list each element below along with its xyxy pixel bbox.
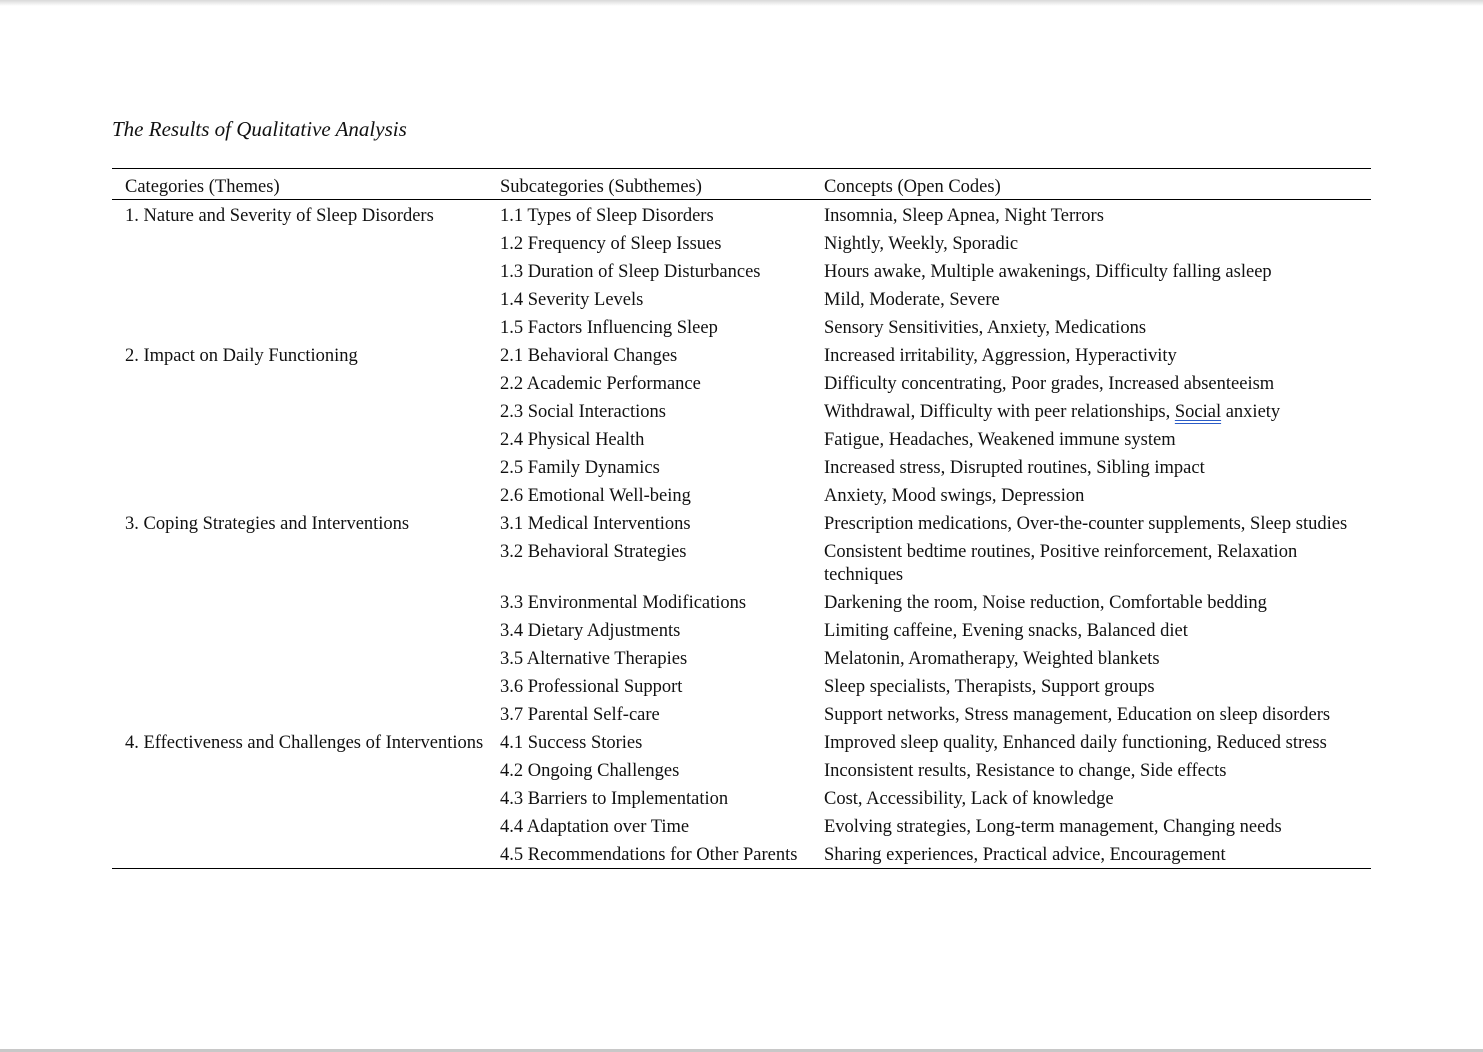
table-row [112, 396, 1371, 424]
concepts-cell: Mild, Moderate, Severe [824, 290, 1000, 310]
concepts-cell: Consistent bedtime routines, Positive reinforcement, Relaxation techniques [824, 542, 1298, 585]
concepts-cell: Evolving strategies, Long-term management, Changing needs [824, 817, 1282, 837]
concepts-cell: Difficulty concentrating, Poor grades, Increased absenteeism [824, 374, 1275, 394]
concepts-cell: Increased stress, Disrupted routines, Sibling impact [824, 458, 1205, 478]
concepts-cell: Sleep specialists, Therapists, Support groups [824, 677, 1155, 697]
table-row [112, 783, 1371, 811]
concepts-cell: Melatonin, Aromatherapy, Weighted blankets [824, 649, 1160, 669]
subcategory-cell: 2.2 Academic Performance [500, 374, 701, 394]
subcategory-cell: 3.6 Professional Support [500, 677, 683, 697]
category-cell [112, 671, 500, 699]
table-row [112, 256, 1371, 284]
concepts-cell: Prescription medications, Over-the-counter supplements, Sleep studies [824, 514, 1348, 534]
concepts-cell: Support networks, Stress management, Education on sleep disorders [824, 705, 1331, 725]
grammar-flagged-word[interactable]: Social [1174, 402, 1222, 422]
table-row [112, 368, 1371, 396]
category-cell: 3. Coping Strategies and Interventions [125, 514, 410, 534]
subcategory-cell: 3.3 Environmental Modifications [500, 593, 747, 613]
concepts-cell: Sensory Sensitivities, Anxiety, Medications [824, 318, 1147, 338]
concepts-cell: Cost, Accessibility, Lack of knowledge [824, 789, 1114, 809]
concepts-cell: Fatigue, Headaches, Weakened immune system [824, 430, 1176, 450]
category-cell [112, 452, 500, 480]
page-top-edge [0, 0, 1483, 6]
subcategory-cell: 1.3 Duration of Sleep Disturbances [500, 262, 761, 282]
qualitative-results-table [112, 168, 1371, 869]
subcategory-cell: 3.7 Parental Self-care [500, 705, 660, 725]
table-row [112, 811, 1371, 839]
table-caption: The Results of Qualitative Analysis [112, 117, 407, 141]
table-row [112, 699, 1371, 727]
concepts-text: anxiety [1221, 402, 1281, 422]
concepts-cell: Hours awake, Multiple awakenings, Difficulty falling asleep [824, 262, 1272, 282]
category-cell [112, 368, 500, 396]
subcategory-cell: 1.1 Types of Sleep Disorders [500, 206, 714, 226]
concepts-cell: Anxiety, Mood swings, Depression [824, 486, 1085, 506]
category-cell [112, 396, 500, 424]
category-cell [112, 615, 500, 643]
category-cell: 2. Impact on Daily Functioning [125, 346, 358, 366]
subcategory-cell: 4.5 Recommendations for Other Parents [500, 845, 798, 865]
table-row [112, 839, 1371, 869]
subcategory-cell: 1.4 Severity Levels [500, 290, 644, 310]
table-row [112, 228, 1371, 256]
category-cell: 1. Nature and Severity of Sleep Disorders [125, 206, 434, 226]
table-row [112, 671, 1371, 699]
subcategory-cell: 4.1 Success Stories [500, 733, 643, 753]
category-cell [112, 480, 500, 508]
header-concepts: Concepts (Open Codes) [824, 169, 1371, 200]
category-cell [112, 839, 500, 869]
table-row [112, 284, 1371, 312]
concepts-cell: Sharing experiences, Practical advice, Encouragement [824, 845, 1226, 865]
subcategory-cell: 3.4 Dietary Adjustments [500, 621, 681, 641]
table-row [112, 452, 1371, 480]
table-row [112, 340, 1371, 368]
category-cell [112, 312, 500, 340]
table-row [112, 755, 1371, 783]
concepts-cell: Insomnia, Sleep Apnea, Night Terrors [824, 206, 1104, 226]
table-row [112, 312, 1371, 340]
category-cell [112, 228, 500, 256]
table-row [112, 424, 1371, 452]
category-cell [112, 783, 500, 811]
concepts-cell: Inconsistent results, Resistance to change, Side effects [824, 761, 1227, 781]
category-cell [112, 811, 500, 839]
subcategory-cell: 2.3 Social Interactions [500, 402, 666, 422]
subcategory-cell: 2.1 Behavioral Changes [500, 346, 678, 366]
category-cell: 4. Effectiveness and Challenges of Interventions [125, 733, 484, 753]
subcategory-cell: 4.3 Barriers to Implementation [500, 789, 729, 809]
subcategory-cell: 2.4 Physical Health [500, 430, 645, 450]
subcategory-cell: 2.6 Emotional Well-being [500, 486, 691, 506]
header-categories: Categories (Themes) [112, 169, 500, 200]
category-cell [112, 643, 500, 671]
header-subcategories: Subcategories (Subthemes) [500, 169, 824, 200]
subcategory-cell: 3.5 Alternative Therapies [500, 649, 688, 669]
table-row [112, 508, 1371, 536]
subcategory-cell: 1.2 Frequency of Sleep Issues [500, 234, 722, 254]
subcategory-cell: 1.5 Factors Influencing Sleep [500, 318, 718, 338]
category-cell [112, 536, 500, 587]
category-cell [112, 587, 500, 615]
concepts-cell: Darkening the room, Noise reduction, Comfortable bedding [824, 593, 1267, 613]
category-cell [112, 424, 500, 452]
table-header-row [112, 169, 1371, 200]
concepts-text: Withdrawal, Difficulty with peer relationships, [824, 402, 1175, 422]
concepts-cell: Increased irritability, Aggression, Hyperactivity [824, 346, 1177, 366]
subcategory-cell: 3.1 Medical Interventions [500, 514, 691, 534]
subcategory-cell: 4.4 Adaptation over Time [500, 817, 690, 837]
category-cell [112, 699, 500, 727]
concepts-cell: Improved sleep quality, Enhanced daily functioning, Reduced stress [824, 733, 1327, 753]
table-row [112, 587, 1371, 615]
category-cell [112, 256, 500, 284]
subcategory-cell: 4.2 Ongoing Challenges [500, 761, 680, 781]
concepts-cell: Nightly, Weekly, Sporadic [824, 234, 1019, 254]
category-cell [112, 755, 500, 783]
table-row [112, 200, 1371, 229]
subcategory-cell: 2.5 Family Dynamics [500, 458, 660, 478]
table-row [112, 615, 1371, 643]
category-cell [112, 284, 500, 312]
table-row [112, 643, 1371, 671]
table-row [112, 727, 1371, 755]
table-row [112, 480, 1371, 508]
concepts-cell: Limiting caffeine, Evening snacks, Balanced diet [824, 621, 1188, 641]
subcategory-cell: 3.2 Behavioral Strategies [500, 542, 687, 562]
table-row [112, 536, 1371, 587]
concepts-cell [824, 396, 1371, 424]
